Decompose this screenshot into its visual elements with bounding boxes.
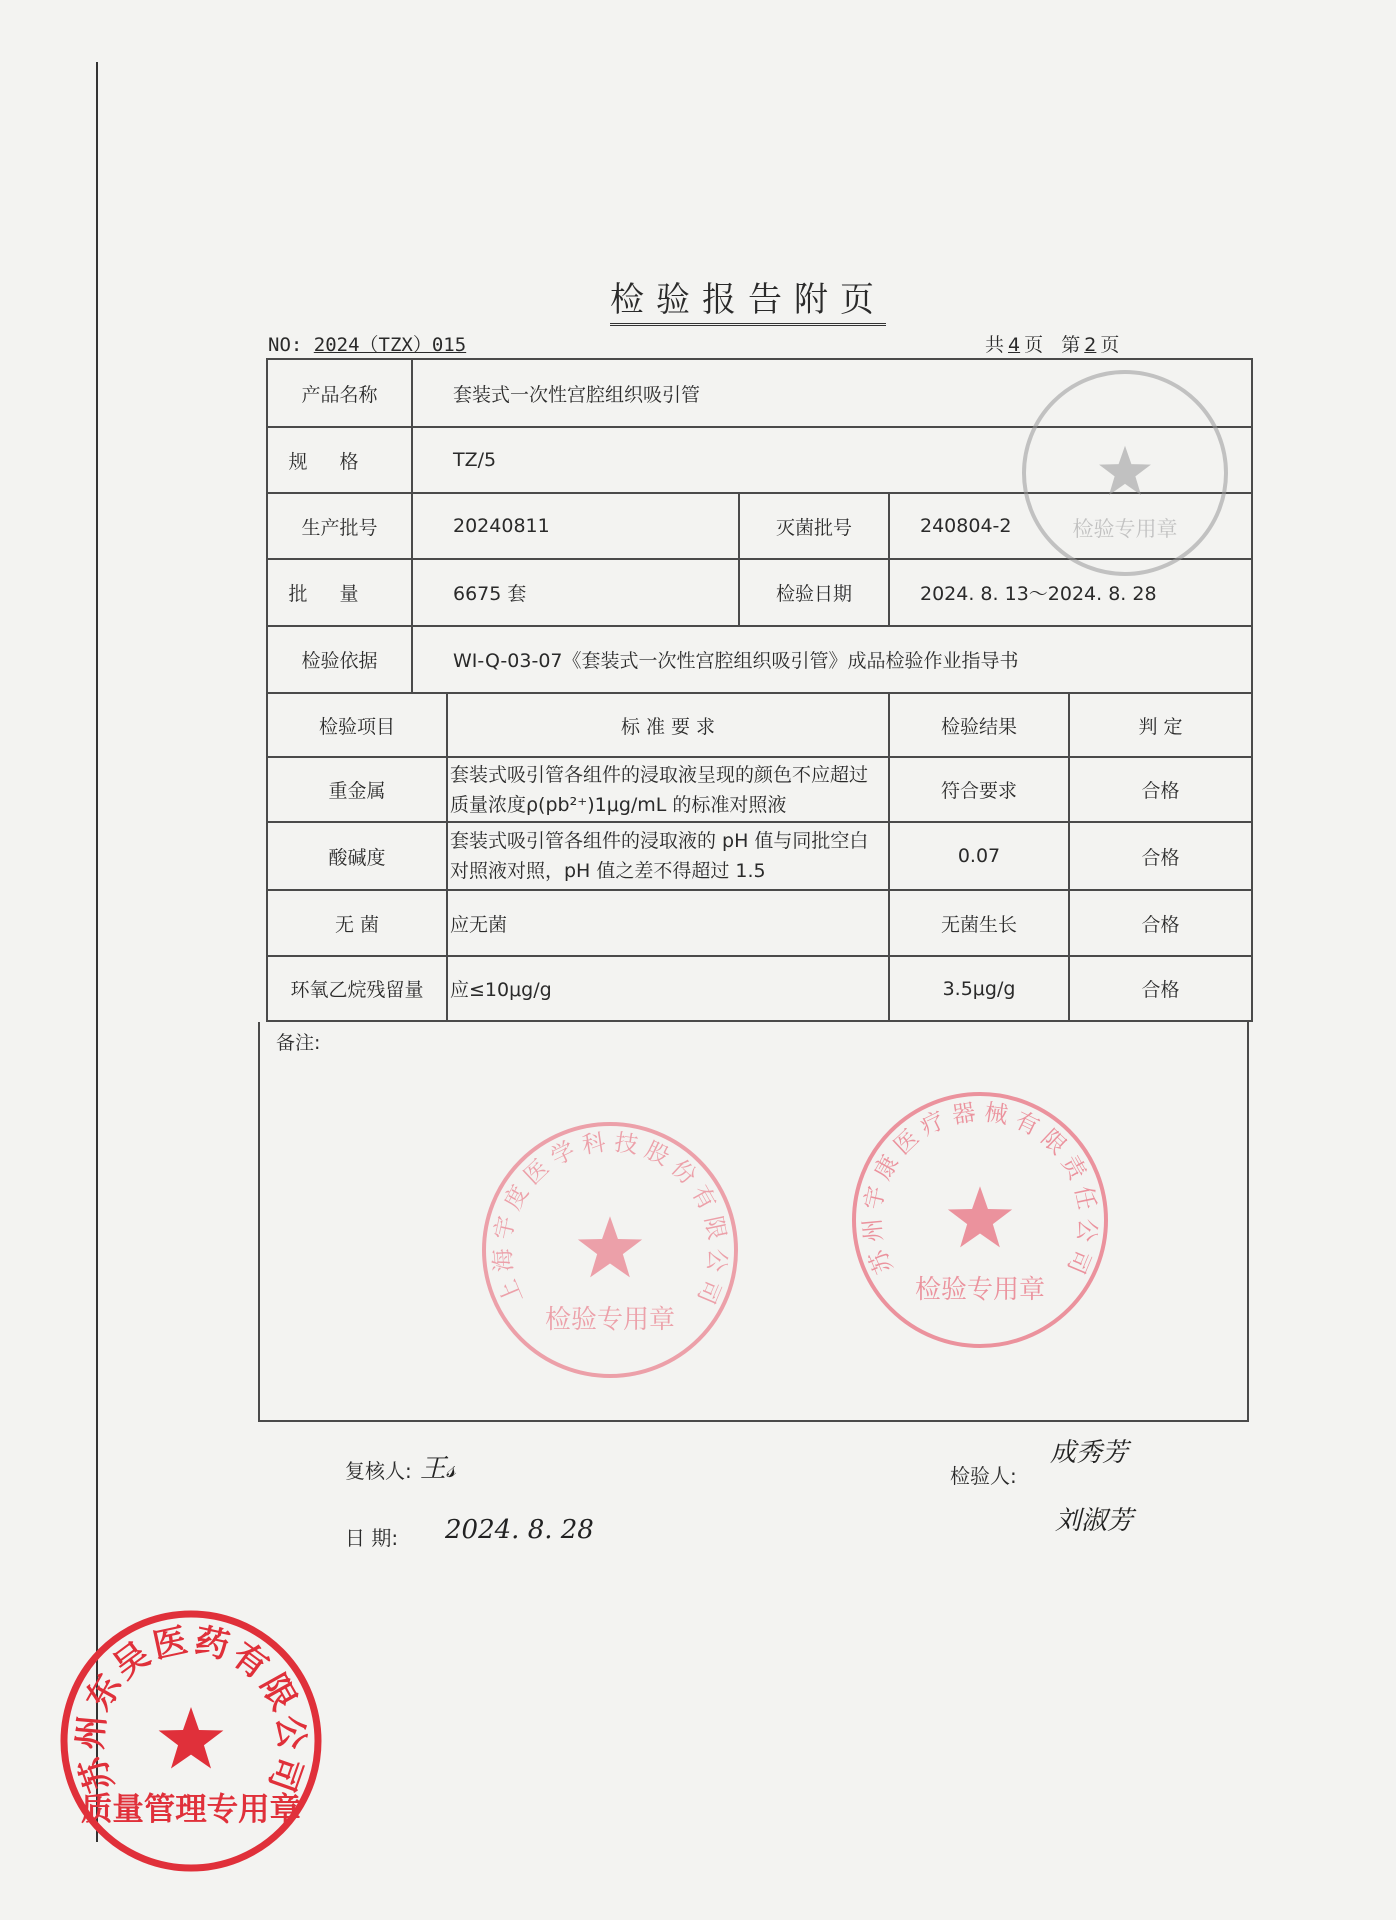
- batch-label: 生产批号: [267, 493, 412, 559]
- quantity: 6675 套: [412, 559, 739, 626]
- seal-char: 公: [268, 1713, 312, 1752]
- report-table: [266, 358, 1253, 1022]
- item: 环氧乙烷残留量: [267, 956, 447, 1021]
- report-sheet: [266, 358, 1251, 1422]
- verdict: 合格: [1069, 757, 1252, 822]
- seal-char: 限: [1035, 1123, 1073, 1161]
- total-pages: 4: [1008, 334, 1021, 356]
- header-verdict: 判 定: [1069, 693, 1252, 757]
- seal-char: 技: [612, 1128, 640, 1160]
- result: 符合要求: [889, 757, 1069, 822]
- seal-char: 药: [191, 1620, 233, 1667]
- current-suffix: 页: [1100, 334, 1120, 356]
- seal-char: 限: [699, 1213, 732, 1243]
- seal-char: 任: [1069, 1183, 1102, 1213]
- seal-char: 宇: [488, 1213, 521, 1243]
- seal-char: 上: [493, 1275, 529, 1308]
- seal-char: 械: [982, 1098, 1010, 1130]
- table-row: [267, 822, 1252, 890]
- requirement: 套装式吸引管各组件的浸取液呈现的颜色不应超过质量浓度ρ(pb²⁺)1μg/mL 的标准对照液: [447, 757, 889, 822]
- seal-bottom-text: 检验专用章: [544, 1305, 676, 1335]
- table-row: [267, 956, 1252, 1021]
- seal-char: 医: [149, 1620, 191, 1667]
- result: 3.5μg/g: [889, 956, 1069, 1021]
- seal-char: 有: [224, 1634, 276, 1688]
- seal-graphic: [60, 1610, 322, 1872]
- inspector-signature-1: 成秀芳: [1050, 1438, 1129, 1468]
- requirement: 套装式吸引管各组件的浸取液的 pH 值与同批空白对照液对照，pH 值之差不得超过 1.5: [447, 822, 889, 890]
- seal-char: 州: [70, 1713, 114, 1752]
- seal-char: 器: [950, 1098, 978, 1130]
- table-header-row: [267, 693, 1252, 757]
- verdict: 合格: [1069, 956, 1252, 1021]
- seal-char: 海: [487, 1247, 518, 1274]
- inspection-date: 2024. 8. 13～2024. 8. 28: [889, 559, 1252, 626]
- seal-char: 公: [1072, 1217, 1103, 1244]
- steril-batch-label: 灭菌批号: [739, 493, 889, 559]
- basis: WI-Q-03-07《套装式一次性宫腔组织吸引管》成品检验作业指导书: [412, 626, 1252, 693]
- product-name: 套装式一次性宫腔组织吸引管: [412, 359, 1252, 427]
- seal-char: 康: [868, 1150, 905, 1185]
- seal-char: 医: [887, 1123, 925, 1161]
- seal-char: 东: [78, 1667, 130, 1717]
- table-row: [267, 757, 1252, 822]
- seal-char: 吴: [106, 1634, 158, 1688]
- verdict: 合格: [1069, 822, 1252, 890]
- seal-char: 科: [580, 1128, 608, 1160]
- verdict: 合格: [1069, 890, 1252, 956]
- basis-label: 检验依据: [267, 626, 412, 693]
- seal-char: 度: [498, 1180, 535, 1215]
- item: 无 菌: [267, 890, 447, 956]
- seal-char: 司: [260, 1751, 310, 1797]
- total-suffix: 页: [1024, 334, 1044, 356]
- total-prefix: 共: [985, 334, 1005, 356]
- seal-char: 学: [546, 1135, 580, 1172]
- scan-edge-line: [96, 62, 98, 1842]
- report-number-value: 2024（TZX）015: [313, 334, 467, 356]
- reviewer-label: 复核人:: [345, 1459, 412, 1483]
- requirement: 应≤10μg/g: [447, 956, 889, 1021]
- quality-management-seal: [60, 1610, 322, 1872]
- steril-batch: 240804-2: [889, 493, 1252, 559]
- seal-char: 司: [691, 1275, 727, 1308]
- seal-char: 责: [1055, 1150, 1092, 1185]
- current-page: 2: [1084, 334, 1097, 356]
- date-label: 检验日期: [739, 559, 889, 626]
- report-number-label: NO:: [268, 334, 303, 356]
- seal-bottom-text: 检验专用章: [914, 1275, 1046, 1305]
- seal-char: 司: [1061, 1245, 1097, 1278]
- result: 无菌生长: [889, 890, 1069, 956]
- seal-char: 宇: [858, 1183, 891, 1213]
- seal-char: 有: [685, 1180, 722, 1215]
- product-name-label: 产品名称: [267, 359, 412, 427]
- reviewer-signature: 王𝓈: [420, 1454, 456, 1484]
- quantity-label: 批量: [267, 559, 412, 626]
- item: 重金属: [267, 757, 447, 822]
- page-count: [985, 330, 1119, 357]
- remarks-label: 备注:: [276, 1032, 321, 1054]
- seal-char: 医: [517, 1153, 555, 1191]
- seal-bottom-text: 质量管理专用章: [80, 1791, 302, 1828]
- inspector-label: 检验人:: [950, 1464, 1017, 1488]
- seal-ring: [64, 1614, 318, 1868]
- seal-char: 份: [665, 1153, 703, 1191]
- seal-char: 州: [857, 1217, 888, 1244]
- report-number: [268, 330, 466, 357]
- header-requirement: 标 准 要 求: [447, 693, 889, 757]
- current-prefix: 第: [1061, 334, 1081, 356]
- header-result: 检验结果: [889, 693, 1069, 757]
- table-row: [267, 890, 1252, 956]
- seal-char: 苏: [863, 1245, 899, 1278]
- result: 0.07: [889, 822, 1069, 890]
- seal-char: 疗: [916, 1105, 950, 1142]
- inspector-signature-2: 刘淑芳: [1055, 1506, 1134, 1536]
- date-signature-label: 日 期:: [345, 1526, 399, 1550]
- star-icon: [159, 1707, 224, 1769]
- spec-label: 规格: [267, 427, 412, 493]
- seal-char: 公: [702, 1247, 733, 1274]
- seal-char: 股: [640, 1135, 674, 1172]
- item: 酸碱度: [267, 822, 447, 890]
- page-title: 检验报告附页: [610, 272, 886, 326]
- spec: TZ/5: [412, 427, 1252, 493]
- date-signature: 2024. 8. 28: [445, 1515, 594, 1545]
- requirement: 应无菌: [447, 890, 889, 956]
- batch: 20240811: [412, 493, 739, 559]
- seal-char: 苏: [72, 1751, 122, 1797]
- header-item: 检验项目: [267, 693, 447, 757]
- remarks-box: [258, 1022, 1249, 1422]
- seal-char: 有: [1010, 1105, 1044, 1142]
- seal-char: 限: [252, 1667, 304, 1717]
- seal-bottom-text: 检验专用章: [1072, 517, 1178, 541]
